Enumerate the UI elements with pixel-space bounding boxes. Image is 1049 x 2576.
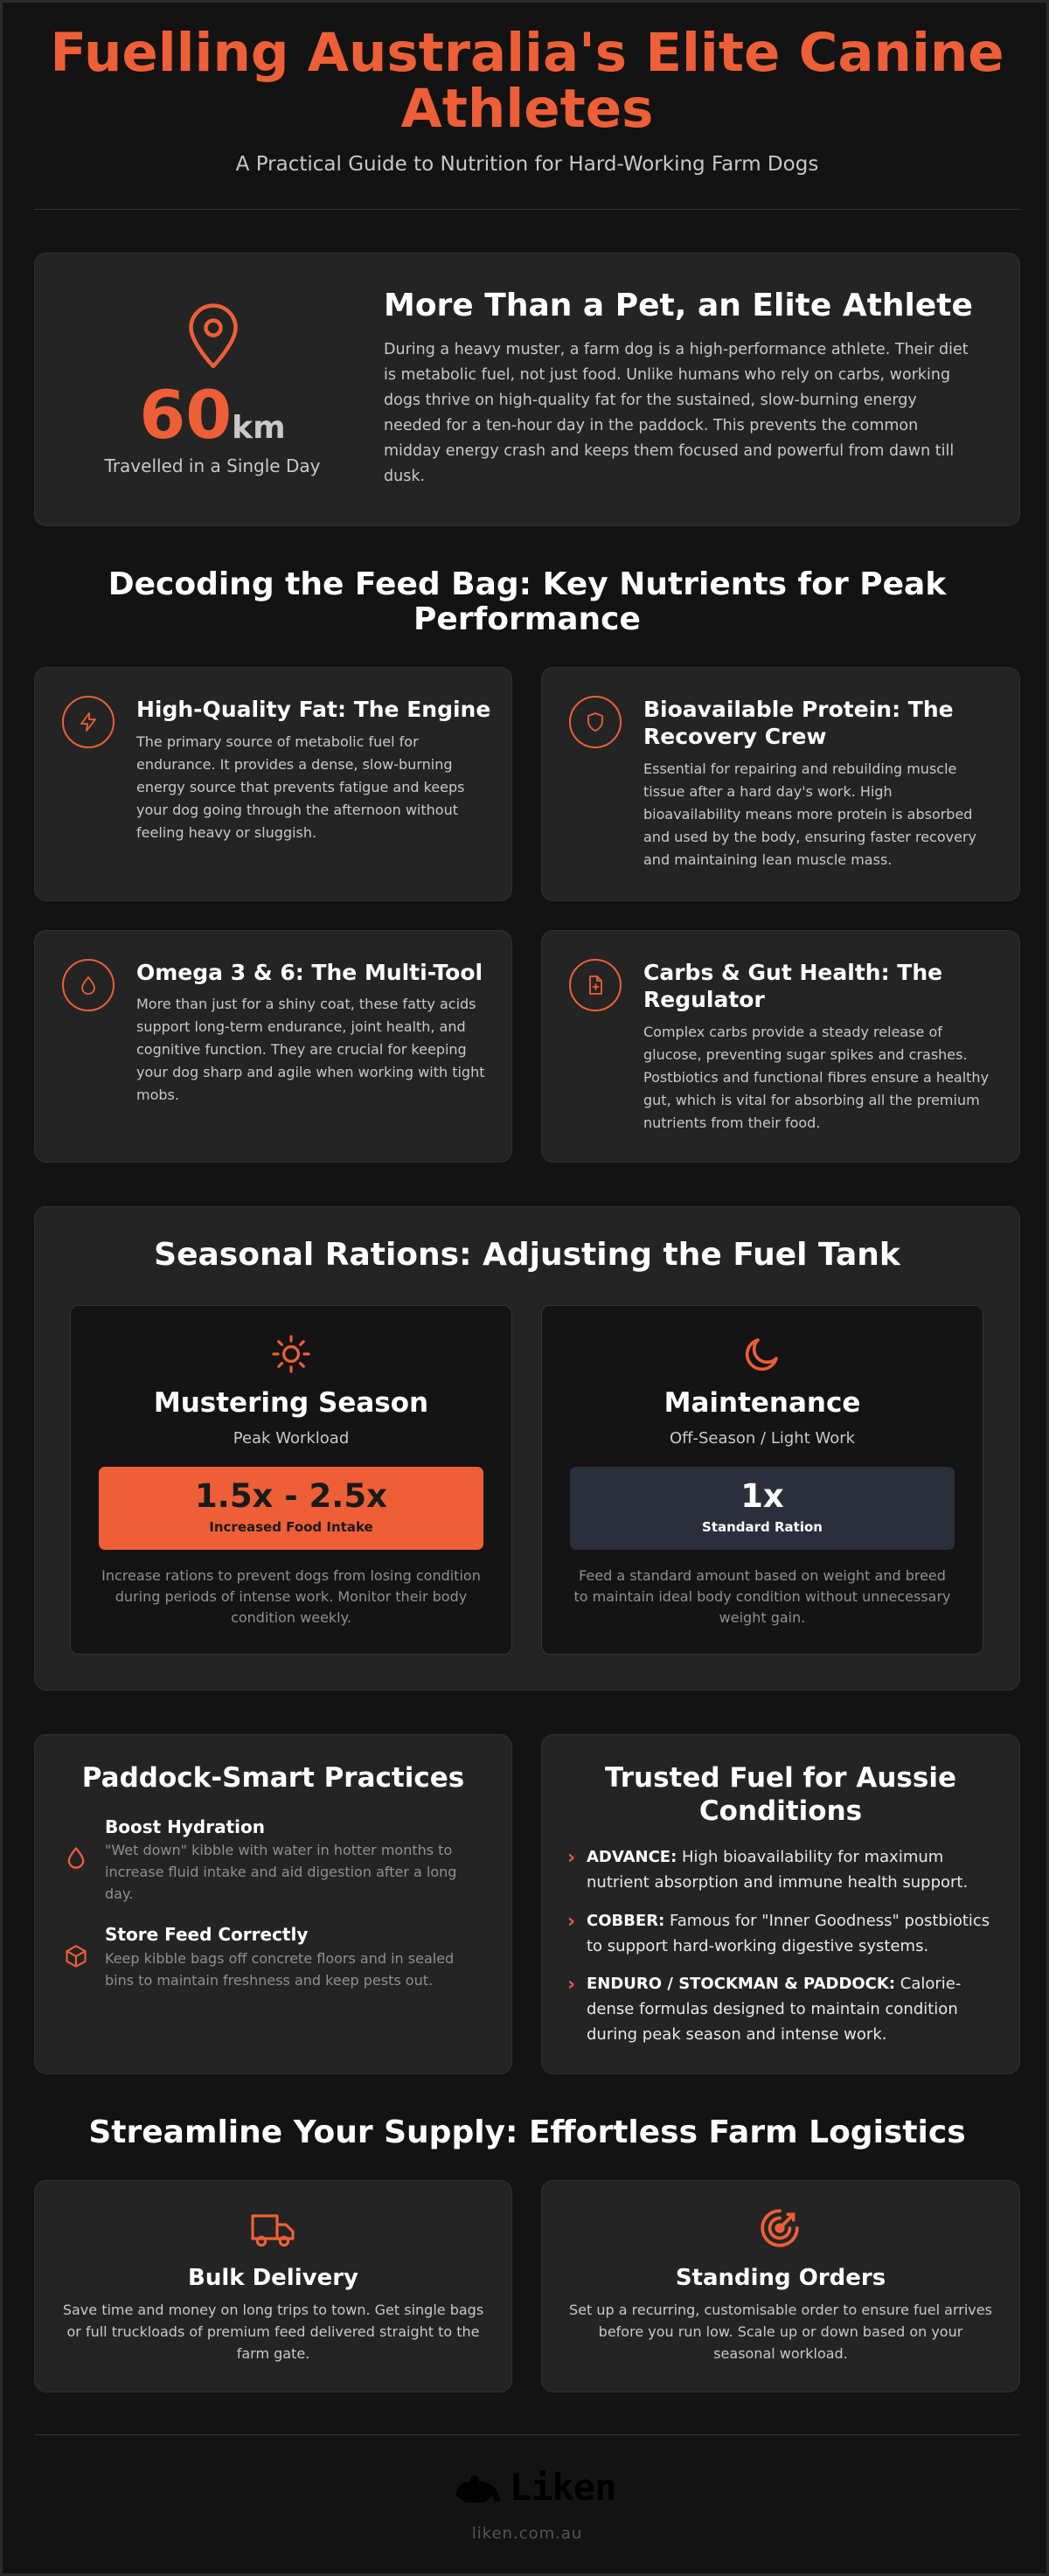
mustering-description: Increase rations to prevent dogs from losing condition during periods of intense work. Monitor their body condition weekly. xyxy=(101,1567,481,1626)
nutrient-body: More than just for a shiny coat, these fatty acids support long-term endurance, joint health, and cognitive function. They are crucial for keeping your dog sharp and agile when working with tight mobs. xyxy=(136,996,485,1103)
practices-title: Paddock-Smart Practices xyxy=(81,1762,465,1794)
nutrient-title: Carbs & Gut Health: The Regulator xyxy=(643,960,943,1012)
stat-caption: Travelled in a Single Day xyxy=(104,455,321,476)
brand-advance: ADVANCE: High bioavailability for maximum nutrient absorption and immune health support. xyxy=(587,1848,969,1892)
stat-value: 60km xyxy=(139,376,286,454)
maintenance-title: Maintenance xyxy=(663,1387,861,1419)
practice-title: Boost Hydration xyxy=(105,1816,265,1837)
brand-enduro: ENDURO / STOCKMAN & PADDOCK: Calorie-dense formulas designed to maintain condition during peak season and intense work. xyxy=(587,1975,962,2044)
logistics-item-body: Save time and money on long trips to town. Get single bags or full truckloads of premium feed delivered straight to the farm gate. xyxy=(62,2302,484,2362)
mustering-ratio: 1.5x - 2.5x xyxy=(195,1477,387,1515)
document-plus-icon xyxy=(569,959,622,1011)
maintenance-subtitle: Off-Season / Light Work xyxy=(669,1429,856,1448)
logistics-item-body: Set up a recurring, customisable order to ensure fuel arrives before you run low. Scale up or down based on your seasonal workload. xyxy=(569,2302,992,2362)
practice-body: Keep kibble bags off concrete floors and in sealed bins to maintain freshness and keep pests out. xyxy=(105,1950,455,1989)
stat-unit: km xyxy=(232,410,286,446)
maintenance-ratio: 1x xyxy=(740,1477,784,1515)
maintenance-ratio-box xyxy=(570,1467,955,1550)
website-link[interactable]: liken.com.au xyxy=(471,2524,583,2543)
maintenance-ratio-label: Standard Ration xyxy=(702,1519,823,1535)
brand-logo-text: Liken xyxy=(510,2466,616,2509)
droplet-icon xyxy=(62,959,115,1011)
maintenance-description: Feed a standard amount based on weight and breed to maintain ideal body condition without unnecessary weight gain. xyxy=(573,1567,951,1626)
target-icon xyxy=(758,2206,802,2250)
nutrient-body: The primary source of metabolic fuel for endurance. It provides a dense, slow-burning energy source that prevents fatigue and keeps your dog going through the afternoon without feeling heavy or sluggish. xyxy=(136,733,465,841)
chevron-right-icon: › xyxy=(567,1847,576,1869)
logistics-item-title: Standing Orders xyxy=(675,2265,886,2291)
athlete-title: More Than a Pet, an Elite Athlete xyxy=(384,288,973,323)
practice-title: Store Feed Correctly xyxy=(105,1924,309,1945)
chevron-right-icon: › xyxy=(567,1911,576,1933)
brand-cobber: COBBER: Famous for "Inner Goodness" postbiotics to support hard-working digestive systems. xyxy=(587,1912,990,1955)
nutrients-section-title: Decoding the Feed Bag: Key Nutrients for Peak Performance xyxy=(108,566,947,637)
location-pin-icon xyxy=(184,302,243,371)
page-subtitle: A Practical Guide to Nutrition for Hard-Working Farm Dogs xyxy=(235,153,819,176)
brands-title: Trusted Fuel for Aussie Conditions xyxy=(604,1762,956,1827)
divider xyxy=(34,209,1020,210)
mustering-ratio-label: Increased Food Intake xyxy=(209,1519,373,1535)
nutrient-title: Bioavailable Protein: The Recovery Crew xyxy=(643,697,954,749)
athlete-body: During a heavy muster, a farm dog is a high-performance athlete. Their diet is metabolic fuel, not just food. Unlike humans who rely on carbs, working dogs thrive on high-quality fat for the sustained, slow-burning energy needed for a ten-hour day in the paddock. This prevents the common midday energy crash and keeps them focused and powerful from dawn till dusk. xyxy=(384,341,969,485)
page-title: Fuelling Australia's Elite Canine Athletes xyxy=(50,22,1004,140)
moon-icon xyxy=(741,1333,783,1375)
divider xyxy=(34,2434,1020,2435)
box-icon xyxy=(64,1944,88,1968)
mustering-ratio-box xyxy=(99,1467,483,1550)
lightning-icon xyxy=(62,696,115,748)
nutrient-title: High-Quality Fat: The Engine xyxy=(136,697,491,722)
sun-icon xyxy=(270,1333,312,1375)
nutrient-body: Complex carbs provide a steady release of glucose, preventing sugar spikes and crashes. Postbiotics and functional fibres ensure a healthy gut, which is vital for absorbing all the premium nutrients from their food. xyxy=(643,1024,990,1131)
truck-icon xyxy=(251,2210,296,2250)
nutrient-body: Essential for repairing and rebuilding muscle tissue after a hard day's work. High bioavailability means more protein is absorbed and used by the body, ensuring faster recovery and maintaining lean muscle mass. xyxy=(643,760,976,868)
seasonal-title: Seasonal Rations: Adjusting the Fuel Tank xyxy=(154,1237,900,1273)
mustering-title: Mustering Season xyxy=(153,1387,429,1419)
droplet-icon xyxy=(64,1845,88,1870)
mustering-subtitle: Peak Workload xyxy=(233,1429,350,1448)
practice-body: "Wet down" kibble with water in hotter months to increase fluid intake and aid digestion after a long day. xyxy=(105,1842,457,1902)
shield-icon xyxy=(569,696,622,748)
chevron-right-icon: › xyxy=(567,1974,576,1996)
nutrient-title: Omega 3 & 6: The Multi-Tool xyxy=(136,960,483,985)
logistics-item-title: Bulk Delivery xyxy=(188,2265,358,2291)
logistics-title: Streamline Your Supply: Effortless Farm Logistics xyxy=(88,2114,966,2150)
